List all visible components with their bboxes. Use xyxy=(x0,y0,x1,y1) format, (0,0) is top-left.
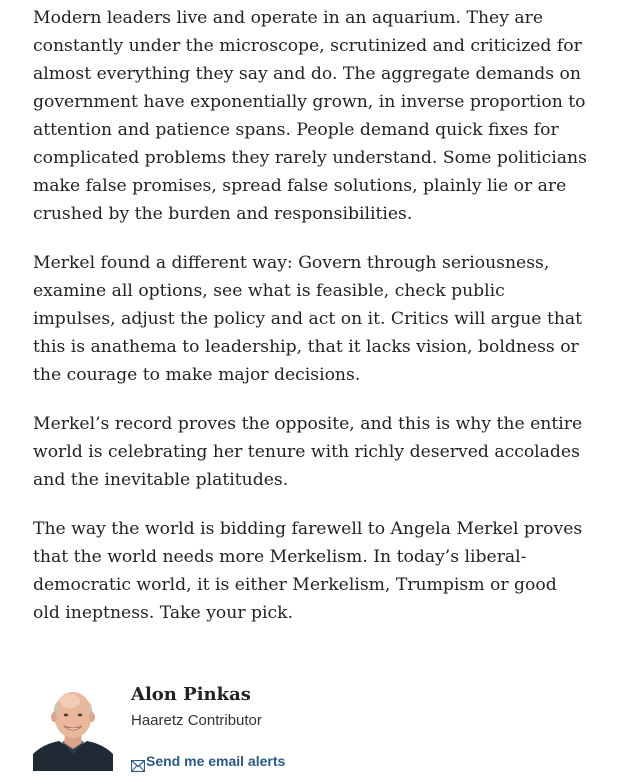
article-paragraph: The way the world is bidding farewell to Angela Merkel proves that the world needs more Merkelism. In today’s liberal-democratic world, it is either Merkelism, Trumpism or good old ineptness. Take your pick. xyxy=(33,519,583,623)
email-alerts-link[interactable] xyxy=(131,751,285,771)
email-alerts-label: Send me email alerts xyxy=(146,753,286,769)
author-box xyxy=(33,680,593,771)
author-photo xyxy=(33,688,113,771)
article-paragraph: Merkel’s record proves the opposite, and this is why the entire world is celebrating her tenure with richly deserved accolades and the inevitable platitudes. xyxy=(33,414,583,490)
mail-icon xyxy=(131,757,145,769)
author-role: Haaretz Contributor xyxy=(131,712,262,729)
article-body xyxy=(33,4,588,648)
article-paragraph: Modern leaders live and operate in an aquarium. They are constantly under the microscope, scrutinized and criticized for almost everything they say and do. The aggregate demands on government have exponentially grown, in inverse proportion to attention and patience spans. People demand quick fixes for complicated problems they rarely understand. Some politicians make false promises, spread false solutions, plainly lie or are crushed by the burden and responsibilities. xyxy=(33,8,587,224)
article-paragraph: Merkel found a different way: Govern through seriousness, examine all options, see what is feasible, check public impulses, adjust the policy and act on it. Critics will argue that this is anathema to leadership, that it lacks vision, boldness or the courage to make major decisions. xyxy=(33,253,583,385)
author-avatar[interactable] xyxy=(33,688,113,771)
author-name[interactable]: Alon Pinkas xyxy=(131,684,251,705)
